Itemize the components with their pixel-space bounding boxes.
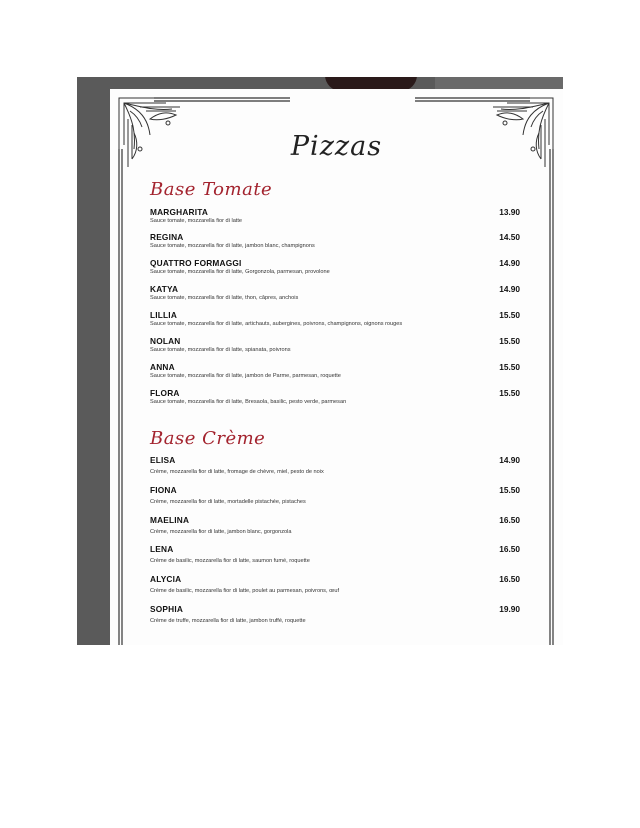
item-price: 19.90 <box>499 604 520 614</box>
item-name: SOPHIA <box>150 604 184 614</box>
item-name: QUATTRO FORMAGGI <box>150 258 242 268</box>
item-description: Sauce tomate, mozzarella fior di latte <box>150 218 243 224</box>
menu-item <box>150 515 520 536</box>
menu-item <box>150 604 520 625</box>
menu-item <box>150 232 520 250</box>
menu-title: Pizzas <box>290 131 383 162</box>
item-price: 14.90 <box>499 455 520 465</box>
menu-item <box>150 485 520 506</box>
item-name: KATYA <box>150 284 179 294</box>
menu-item <box>150 258 520 276</box>
item-price: 15.50 <box>499 336 520 346</box>
item-description: Crème de truffe, mozzarella fior di latte, jambon truffé, roquette <box>150 618 306 624</box>
item-price: 16.50 <box>499 574 520 584</box>
item-name: ANNA <box>150 362 175 372</box>
item-price: 13.90 <box>499 207 520 217</box>
item-description: Sauce tomate, mozzarella fior di latte, spianata, poivrons <box>150 347 291 353</box>
menu-photo <box>77 77 563 645</box>
item-price: 14.50 <box>499 232 520 242</box>
item-description: Sauce tomate, mozzarella fior di latte, Bresaola, basilic, pesto verde, parmesan <box>150 399 347 405</box>
item-price: 15.50 <box>499 362 520 372</box>
item-name: MARGHARITA <box>150 207 209 217</box>
item-description: Crème de basilic, mozzarella fior di latte, saumon fumé, roquette <box>150 558 310 564</box>
item-name: ALYCIA <box>150 574 182 584</box>
item-price: 14.90 <box>499 258 520 268</box>
menu-page <box>110 89 563 645</box>
item-description: Crème, mozzarella fior di latte, jambon blanc, gorgonzola <box>150 529 292 535</box>
menu-item <box>150 362 520 380</box>
menu-item <box>150 284 520 302</box>
photo-background-strip <box>435 77 563 89</box>
item-description: Crème, mozzarella fior di latte, fromage de chèvre, miel, pesto de noix <box>150 469 324 475</box>
menu-item <box>150 336 520 354</box>
item-description: Sauce tomate, mozzarella fior di latte, thon, câpres, anchois <box>150 295 299 301</box>
item-price: 15.50 <box>499 310 520 320</box>
item-description: Sauce tomate, mozzarella fior di latte, artichauts, aubergines, poivrons, champignons, oignons rouges <box>150 321 403 327</box>
menu-item <box>150 310 520 328</box>
item-name: LENA <box>150 544 174 554</box>
section-title-base-creme: Base Crème <box>150 428 266 449</box>
item-price: 15.50 <box>499 388 520 398</box>
item-name: FIONA <box>150 485 177 495</box>
item-description: Crème de basilic, mozzarella fior di latte, poulet au parmesan, poivrons, œuf <box>150 588 340 594</box>
item-description: Crème, mozzarella fior di latte, mortadelle pistachée, pistaches <box>150 499 306 505</box>
section-title-base-tomate: Base Tomate <box>150 179 273 200</box>
item-name: ELISA <box>150 455 176 465</box>
menu-item <box>150 388 520 406</box>
item-name: MAELINA <box>150 515 190 525</box>
item-description: Sauce tomate, mozzarella fior di latte, jambon de Parme, parmesan, roquette <box>150 373 341 379</box>
menu-item <box>150 574 520 595</box>
item-name: NOLAN <box>150 336 181 346</box>
menu-item <box>150 544 520 565</box>
item-name: REGINA <box>150 232 184 242</box>
menu-item <box>150 455 520 476</box>
item-price: 16.50 <box>499 544 520 554</box>
item-price: 15.50 <box>499 485 520 495</box>
item-description: Sauce tomate, mozzarella fior di latte, jambon blanc, champignons <box>150 243 315 249</box>
menu-item <box>150 207 520 225</box>
item-price: 16.50 <box>499 515 520 525</box>
item-description: Sauce tomate, mozzarella fior di latte, Gorgonzola, parmesan, provolone <box>150 269 330 275</box>
item-price: 14.90 <box>499 284 520 294</box>
item-name: LILLIA <box>150 310 178 320</box>
item-name: FLORA <box>150 388 180 398</box>
